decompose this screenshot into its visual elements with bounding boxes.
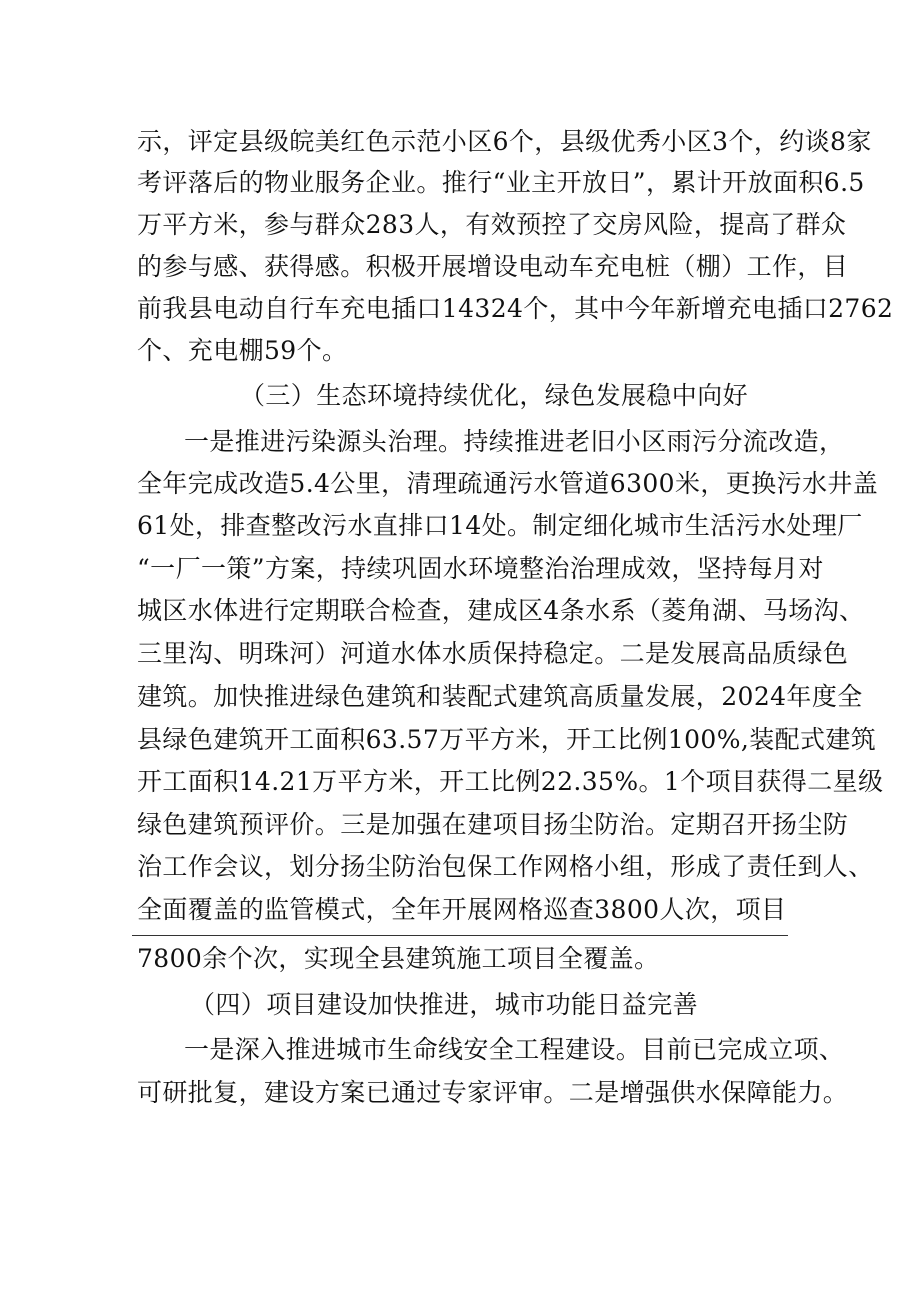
text-line: 一是推进污染源头治理。持续推进老旧小区雨污分流改造， — [184, 427, 845, 456]
text-line: 示，评定县级皖美红色示范小区6个，县级优秀小区3个，约谈8家 — [137, 127, 872, 156]
text-line: 城区水体进行定期联合检查，建成区4条水系（菱角湖、马场沟、 — [137, 596, 865, 625]
text-line: 个、充电棚59个。 — [137, 336, 348, 365]
text-line: 全年完成改造5.4公里，清理疏通污水管道6300米，更换污水井盖 — [137, 469, 879, 498]
section-heading-4: （四）项目建设加快推进，城市功能日益完善 — [190, 990, 699, 1019]
text-line: 一是深入推进城市生命线安全工程建设。目前已完成立项、 — [184, 1035, 845, 1064]
text-line: 县绿色建筑开工面积63.57万平方米，开工比例100%,装配式建筑 — [137, 725, 877, 754]
text-line: 7800余个次，实现全县建筑施工项目全覆盖。 — [137, 944, 660, 973]
text-line: 可研批复，建设方案已通过专家评审。二是增强供水保障能力。 — [137, 1078, 849, 1107]
text-line: 61处，排查整改污水直排口14处。制定细化城市生活污水处理厂 — [137, 511, 863, 540]
text-line: 建筑。加快推进绿色建筑和装配式建筑高质量发展，2024年度全 — [137, 682, 863, 711]
text-line: 绿色建筑预评价。三是加强在建项目扬尘防治。定期召开扬尘防 — [137, 810, 849, 839]
text-line: 万平方米，参与群众283人，有效预控了交房风险，提高了群众 — [137, 210, 847, 239]
text-line: 的参与感、获得感。积极开展增设电动车充电桩（棚）工作，目 — [137, 252, 849, 281]
text-line: 治工作会议，划分扬尘防治包保工作网格小组，形成了责任到人、 — [137, 852, 874, 881]
section-heading-3: （三）生态环境持续优化，绿色发展稳中向好 — [240, 381, 749, 410]
text-line: 开工面积14.21万平方米，开工比例22.35%。1个项目获得二星级 — [137, 767, 884, 796]
text-line: 考评落后的物业服务企业。推行“业主开放日”，累计开放面积6.5 — [137, 168, 865, 197]
text-line: 前我县电动自行车充电插口14324个，其中今年新增充电插口2762 — [137, 294, 894, 323]
horizontal-rule — [132, 935, 788, 936]
text-line: “一厂一策”方案，持续巩固水环境整治治理成效，坚持每月对 — [137, 554, 824, 583]
text-line: 全面覆盖的监管模式，全年开展网格巡查3800人次，项目 — [137, 895, 787, 924]
text-line: 三里沟、明珠河）河道水体水质保持稳定。二是发展高品质绿色 — [137, 639, 849, 668]
